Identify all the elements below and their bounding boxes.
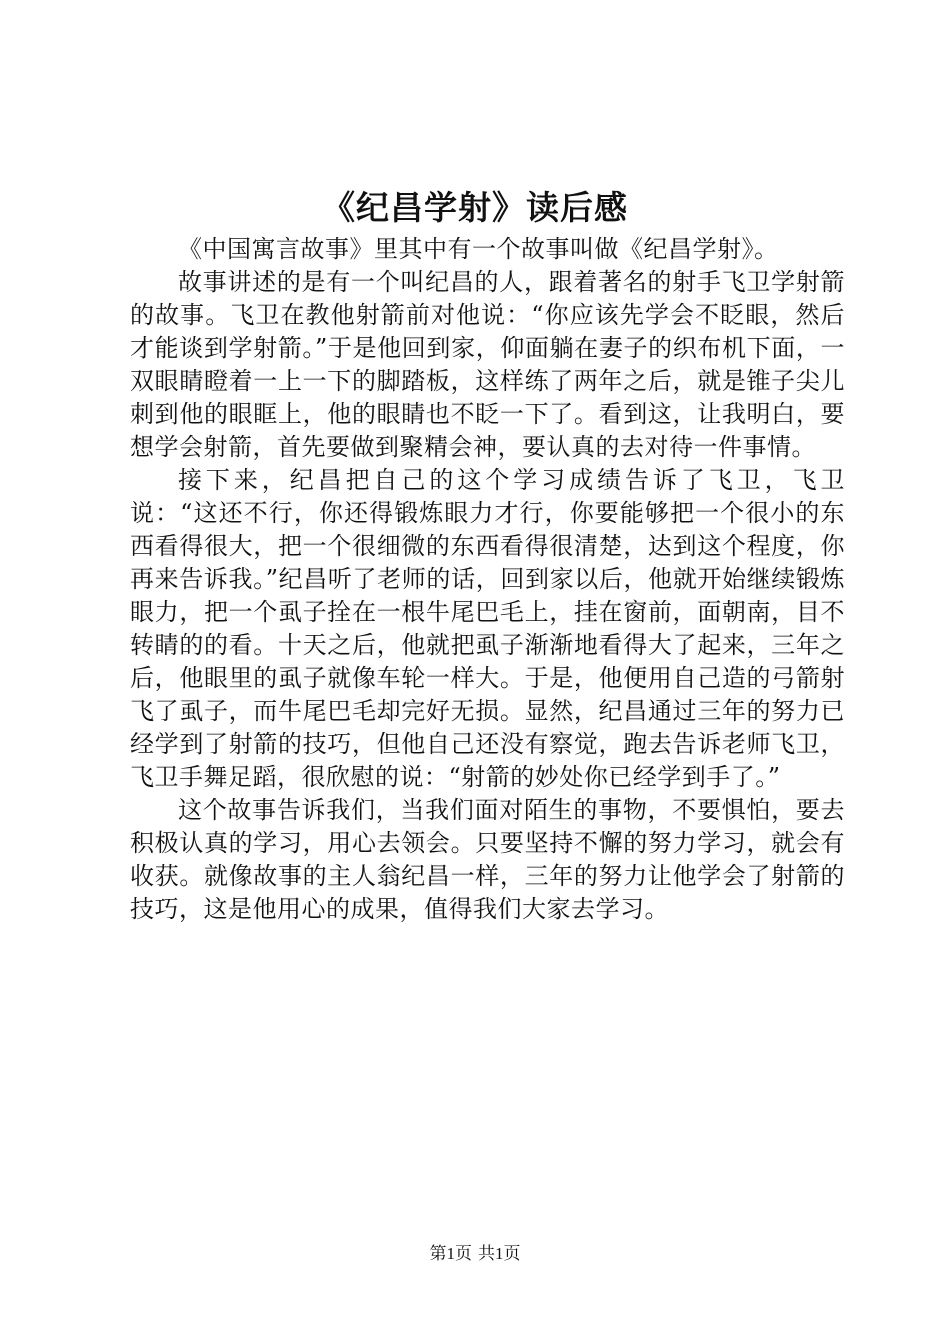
page-footer [0, 1242, 950, 1266]
paragraph-training: 接下来，纪昌把自己的这个学习成绩告诉了飞卫，飞卫说：“这还不行，你还得锻炼眼力才行，你要能够把一个很小的东西看得很大，把一个很细微的东西看得很清楚，达到这个程度，你再来告诉我。”纪昌听了老师的话，回到家以后，他就开始继续锻炼眼力，把一个虱子拴在一根牛尾巴毛上，挂在窗前，面朝南，目不转睛的的看。十天之后，他就把虱子渐渐地看得大了起来，三年之后，他眼里的虱子就像车轮一样大。于是，他便用自己造的弓箭射飞了虱子，而牛尾巴毛却完好无损。显然，纪昌通过三年的努力已经学到了射箭的技巧，但他自己还没有察觉，跑去告诉老师飞卫，飞卫手舞足蹈，很欣慰的说：“射箭的妙处你已经学到手了。” [130, 466, 845, 791]
paragraph-intro: 《中国寓言故事》里其中有一个故事叫做《纪昌学射》。 [178, 235, 779, 263]
document-title: 《纪昌学射》读后感 [322, 188, 628, 227]
paragraph-lesson: 这个故事告诉我们，当我们面对陌生的事物，不要惧怕，要去积极认真的学习，用心去领会。只要坚持不懈的努力学习，就会有收获。就像故事的主人翁纪昌一样，三年的努力让他学会了射箭的技巧，这是他用心的成果，值得我们大家去学习。 [130, 796, 845, 923]
paragraph-story: 故事讲述的是有一个叫纪昌的人，跟着著名的射手飞卫学射箭的故事。飞卫在教他射箭前对他说：“你应该先学会不眨眼，然后才能谈到学射箭。”于是他回到家，仰面躺在妻子的织布机下面，一双眼睛瞪着一上一下的脚踏板，这样练了两年之后，就是锥子尖儿刺到他的眼眶上，他的眼睛也不眨一下了。看到这，让我明白，要想学会射箭，首先要做到聚精会神，要认真的去对待一件事情。 [130, 268, 845, 461]
page-total: 共1页 [478, 1244, 521, 1263]
page-number: 第1页 [429, 1244, 472, 1263]
document-body [130, 233, 845, 926]
